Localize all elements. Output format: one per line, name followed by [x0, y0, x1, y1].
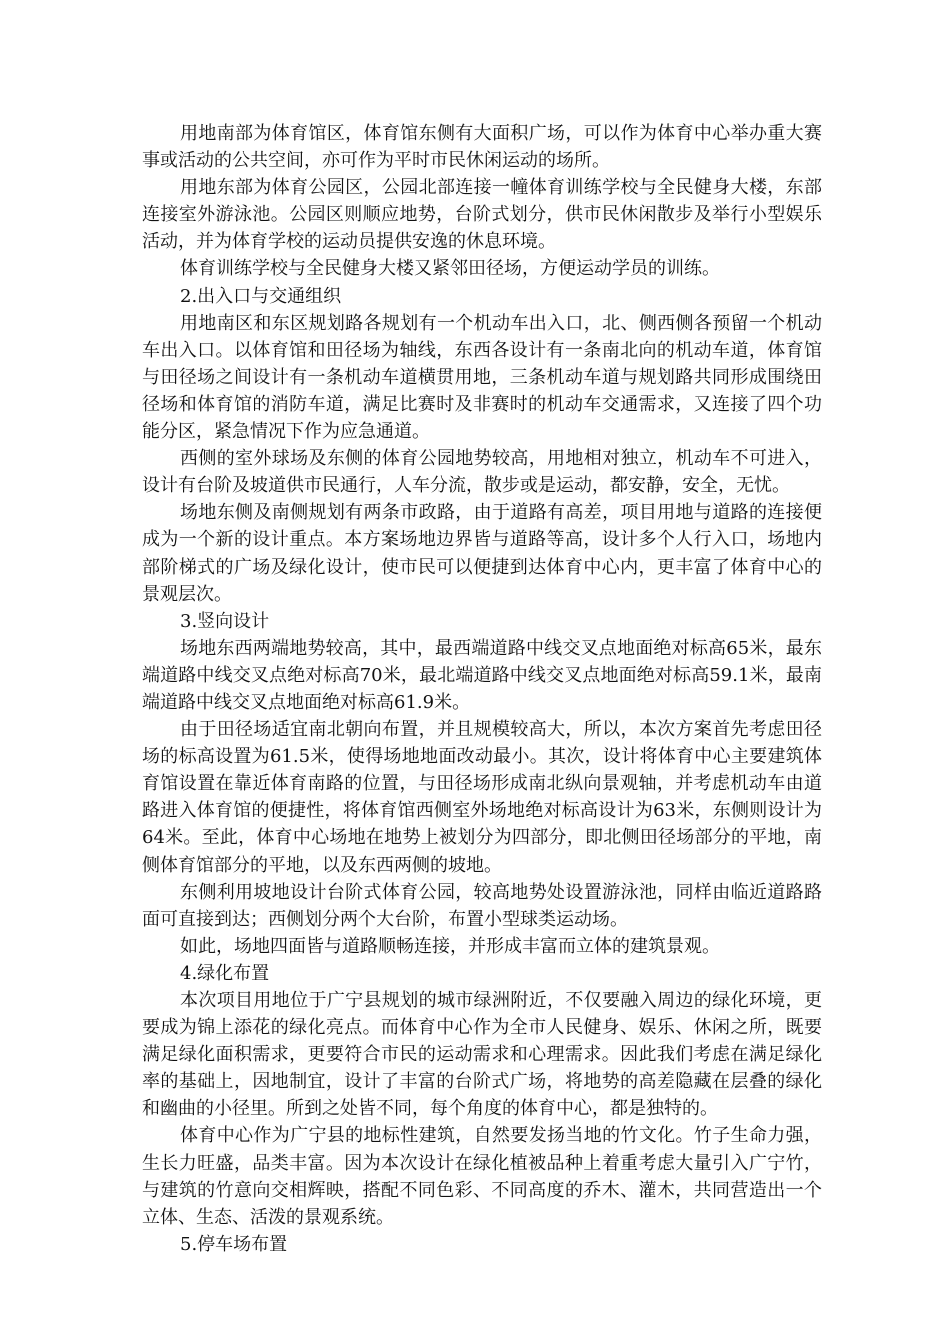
- paragraph: 由于田径场适宜南北朝向布置，并且规模较高大，所以，本次方案首先考虑田径场的标高设置为61.5米，使得场地地面改动最小。其次，设计将体育中心主要建筑体育馆设置在靠近体育南路的位置，与田径场形成南北纵向景观轴，并考虑机动车由道路进入体育馆的便捷性，将体育馆西侧室外场地绝对标高设计为63米，东侧则设计为64米。至此，体育中心场地在地势上被划分为四部分，即北侧田径场部分的平地，南侧体育馆部分的平地，以及东西两侧的坡地。: [142, 719, 822, 876]
- paragraph: 用地东部为体育公园区，公园北部连接一幢体育训练学校与全民健身大楼，东部连接室外游泳池。公园区则顺应地势，台阶式划分，供市民休闲散步及举行小型娱乐活动，并为体育学校的运动员提供安逸的休息环境。: [142, 177, 822, 253]
- section-heading: 2.出入口与交通组织: [180, 285, 342, 307]
- paragraph: 西侧的室外球场及东侧的体育公园地势较高，用地相对独立，机动车不可进入，设计有台阶及坡道供市民通行，人车分流，散步或是运动，都安静，安全，无忧。: [142, 448, 822, 497]
- section-heading: 3.竖向设计: [180, 610, 270, 632]
- document-body: [142, 120, 822, 1258]
- paragraph: 体育训练学校与全民健身大楼又紧邻田径场，方便运动学员的训练。: [180, 258, 720, 280]
- paragraph: 本次项目用地位于广宁县规划的城市绿洲附近，不仅要融入周边的绿化环境，更要成为锦上添花的绿化亮点。而体育中心作为全市人民健身、娱乐、休闲之所，既要满足绿化面积需求，更要符合市民的运动需求和心理需求。因此我们考虑在满足绿化率的基础上，因地制宜，设计了丰富的台阶式广场，将地势的高差隐藏在层叠的绿化和幽曲的小径里。所到之处皆不同，每个角度的体育中心，都是独特的。: [142, 990, 822, 1120]
- paragraph: 如此，场地四面皆与道路顺畅连接，并形成丰富而立体的建筑景观。: [180, 935, 720, 957]
- paragraph: 用地南区和东区规划路各规划有一个机动车出入口，北、侧西侧各预留一个机动车出入口。以体育馆和田径场为轴线，东西各设计有一条南北向的机动车道，体育馆与田径场之间设计有一条机动车道横贯用地，三条机动车道与规划路共同形成围绕田径场和体育馆的消防车道，满足比赛时及非赛时的机动车交通需求，又连接了四个功能分区，紧急情况下作为应急通道。: [142, 312, 822, 443]
- paragraph: 东侧利用坡地设计台阶式体育公园，较高地势处设置游泳池，同样由临近道路路面可直接到达；西侧划分两个大台阶，布置小型球类运动场。: [142, 881, 822, 930]
- paragraph: 场地东侧及南侧规划有两条市政路，由于道路有高差，项目用地与道路的连接便成为一个新的设计重点。本方案场地边界皆与道路等高，设计多个人行入口，场地内部阶梯式的广场及绿化设计，使市民可以便捷到达体育中心内，更丰富了体育中心的景观层次。: [142, 502, 822, 605]
- paragraph: 场地东西两端地势较高，其中，最西端道路中线交叉点地面绝对标高65米，最东端道路中线交叉点绝对标高70米，最北端道路中线交叉点地面绝对标高59.1米，最南端道路中线交叉点地面绝对标高61.9米。: [142, 637, 822, 713]
- paragraph: 体育中心作为广宁县的地标性建筑，自然要发扬当地的竹文化。竹子生命力强，生长力旺盛，品类丰富。因为本次设计在绿化植被品种上着重考虑大量引入广宁竹，与建筑的竹意向交相辉映，搭配不同色彩、不同高度的乔木、灌木，共同营造出一个立体、生态、活泼的景观系统。: [142, 1125, 822, 1228]
- section-heading: 4.绿化布置: [180, 962, 270, 984]
- paragraph: 用地南部为体育馆区，体育馆东侧有大面积广场，可以作为体育中心举办重大赛事或活动的公共空间，亦可作为平时市民休闲运动的场所。: [142, 123, 822, 172]
- section-heading: 5.停车场布置: [180, 1233, 288, 1255]
